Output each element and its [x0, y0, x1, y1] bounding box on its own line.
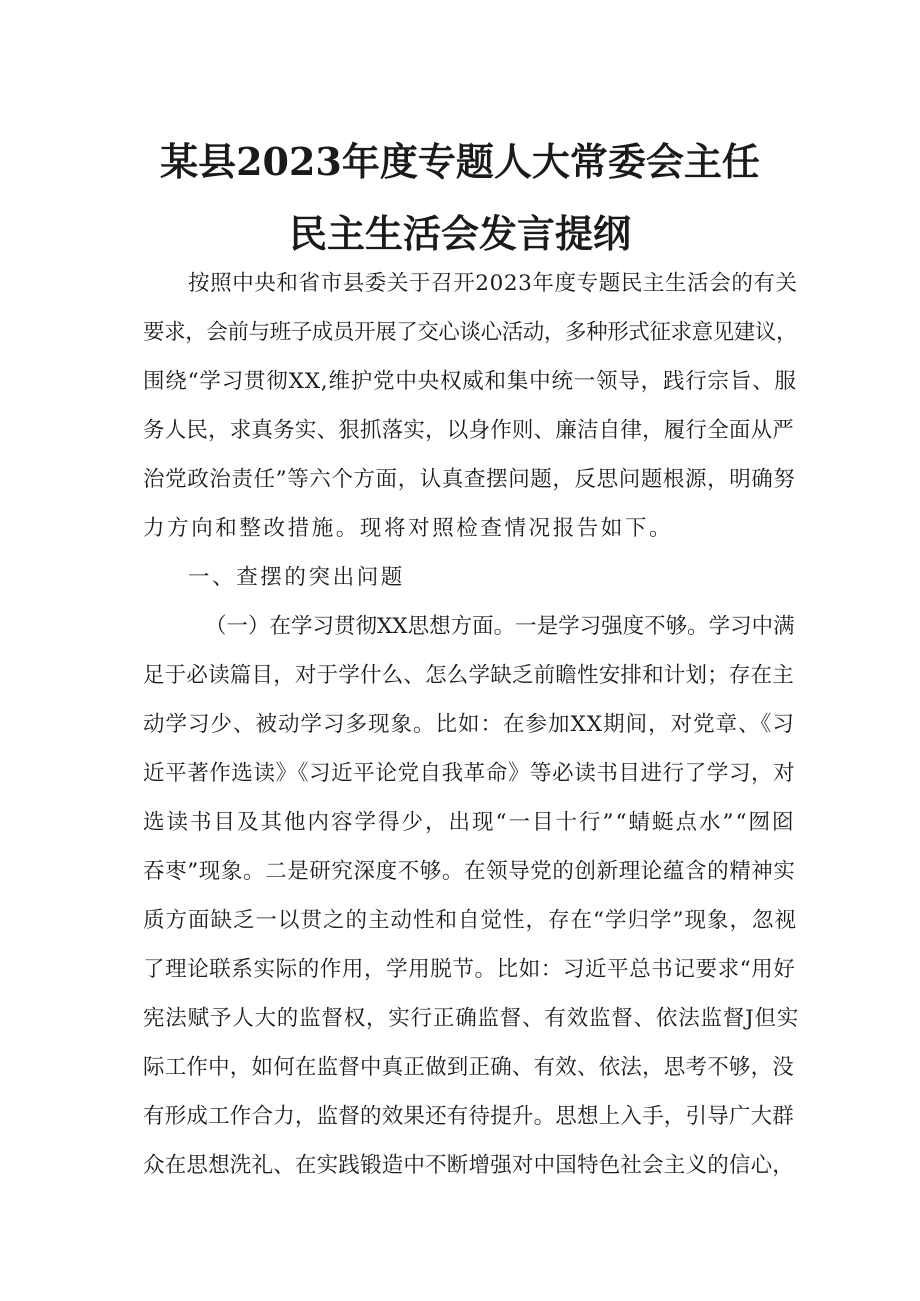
- paragraph-line: 要求，会前与班子成员开展了交心谈心活动，多种形式征求意见建议，: [143, 320, 798, 345]
- paragraph-line: 治党政治责任”等六个方面，认真查摆问题，反思问题根源，明确努: [143, 467, 796, 492]
- paragraph-line: 近平著作选读》《习近平论党自我革命》等必读书目进行了学习，对: [143, 761, 796, 786]
- paragraph-line: 宪法赋予人大的监督权，实行正确监督、有效监督、依法监督J但实: [143, 1006, 800, 1031]
- paragraph-line: 选读书目及其他内容学得少，出现“一目十行”“蜻蜓点水”“囫囵: [143, 810, 796, 835]
- paragraph-line: 力方向和整改措施。现将对照检查情况报告如下。: [143, 516, 674, 541]
- paragraph-line: 际工作中，如何在监督中真正做到正确、有效、依法，思考不够，没: [143, 1055, 795, 1080]
- paragraph-line: 动学习少、被动学习多现象。比如：在参加XX期间，对党章、《习: [143, 712, 795, 737]
- paragraph-line: 质方面缺乏一以贯之的主动性和自觉性，存在“学归学”现象，忽视: [143, 908, 797, 933]
- document-title-line-2: 民主生活会发言提纲: [288, 211, 631, 256]
- paragraph-line: 众在思想洗礼、在实践锻造中不断增强对中国特色社会主义的信心，: [143, 1153, 795, 1178]
- paragraph-line: 足于必读篇目，对于学什么、怎么学缺乏前瞻性安排和计划；存在主: [143, 663, 795, 688]
- paragraph-line: 围绕“学习贯彻XX,维护党中央权威和集中统一领导，践行宗旨、服: [143, 369, 797, 394]
- paragraph-line: 按照中央和省市县委关于召开2023年度专题民主生活会的有关: [188, 271, 798, 296]
- section-heading: 一、查摆的突出问题: [188, 565, 405, 590]
- paragraph-line: （一）在学习贯彻XX思想方面。一是学习强度不够。学习中满: [205, 614, 795, 639]
- document-title-line-1: 某县2023年度专题人大常委会主任: [160, 139, 760, 184]
- paragraph-line: 务人民，求真务实、狠抓落实，以身作则、廉洁自律，履行全面从严: [143, 418, 795, 443]
- paragraph-line: 吞枣”现象。二是研究深度不够。在领导党的创新理论蕴含的精神实: [143, 859, 796, 884]
- paragraph-line: 有形成工作合力，监督的效果还有待提升。思想上入手，引导广大群: [143, 1104, 795, 1129]
- paragraph-line: 了理论联系实际的作用，学用脱节。比如：习近平总书记要求“用好: [143, 957, 796, 982]
